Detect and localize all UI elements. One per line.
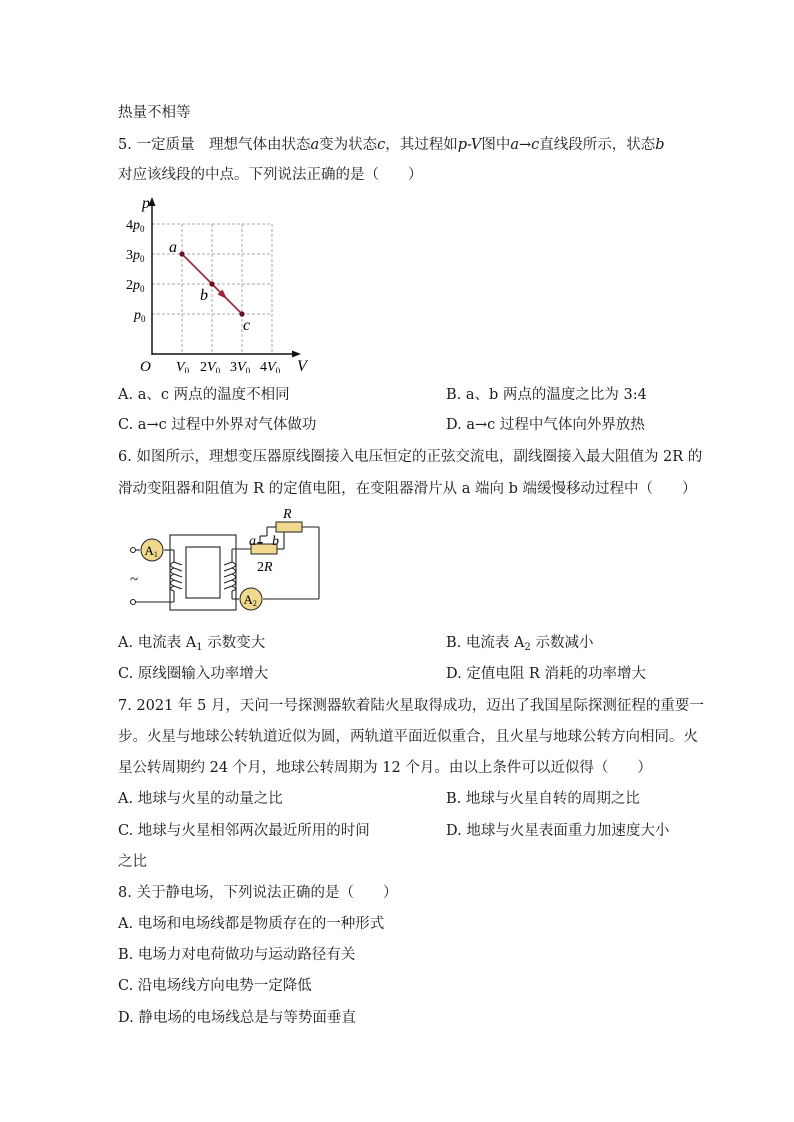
q5-number: 5.	[118, 137, 132, 153]
point-c-marker	[239, 311, 244, 316]
resistor-r-label: R	[283, 507, 292, 522]
q5-stem-line1	[118, 135, 665, 155]
q6-option-d[interactable]: D. 定值电阻 R 消耗的功率增大	[446, 666, 646, 682]
q7-option-a[interactable]: A. 地球与火星的动量之比	[118, 791, 283, 807]
q8-option-d[interactable]: D. 静电场的电场线总是与等势面垂直	[118, 1010, 356, 1026]
primary-coil-icon	[171, 562, 175, 591]
q8-option-b[interactable]: B. 电场力对电荷做功与运动路径有关	[118, 947, 356, 963]
q6-option-c[interactable]: C. 原线圈输入功率增大	[118, 666, 269, 682]
input-terminal-bottom	[131, 600, 136, 605]
point-a-label: a	[169, 239, 177, 256]
q5-var-b: b	[655, 137, 665, 153]
y-tick-4p0: $4p_0$	[126, 218, 145, 234]
q5-option-d[interactable]: D. a→c 过程中气体向外界放热	[446, 417, 645, 433]
p-axis-label: p	[142, 195, 150, 212]
transformer-core-outer	[170, 535, 236, 610]
q5-stem-part: 直线段所示，状态	[539, 137, 656, 153]
x-tick-v0: $V_0$	[176, 360, 190, 373]
point-c-label: c	[243, 317, 251, 334]
q6-stem-line1: 6. 如图所示，理想变压器原线圈接入电压恒定的正弦交流电，副线圈接入最大阻值为 2R 的	[118, 449, 703, 465]
q7-stem-line3: 星公转周期约 24 个月，地球公转周期为 12 个月。由以上条件可以近似得（ ）	[118, 760, 652, 776]
rheostat-end-b-label: b	[272, 534, 279, 549]
q7-option-b[interactable]: B. 地球与火星自转的周期之比	[446, 791, 640, 807]
origin-label: O	[140, 359, 151, 373]
q5-option-b[interactable]: B. a、b 两点的温度之比为 3:4	[446, 387, 647, 403]
transformer-core-inner	[186, 547, 220, 598]
point-b-marker	[209, 281, 214, 286]
q7-option-c[interactable]: C. 地球与火星相邻两次最近所用的时间	[118, 823, 370, 839]
rheostat-2r-label: 2R	[257, 560, 273, 575]
ac-source-symbol: ~	[130, 572, 139, 588]
secondary-coil-icon	[232, 562, 236, 591]
v-axis-label: V	[297, 358, 307, 373]
q5-stem-line2: 对应该线段的中点。下列说法正确的是（ ）	[118, 167, 423, 183]
x-tick-2v0: $2V_0$	[200, 360, 221, 373]
input-terminal-top	[131, 548, 136, 553]
ammeter-a2-label: A2	[243, 592, 257, 608]
fixed-resistor-r	[276, 522, 302, 532]
point-b-label: b	[200, 287, 208, 304]
q5-stem-part: ，其过程如	[385, 137, 458, 153]
q6-stem-line2: 滑动变阻器和阻值为 R 的定值电阻，在变阻器滑片从 a 端向 b 端缓慢移动过程中（ ）	[118, 481, 697, 497]
q5-var-ac: a→c	[510, 137, 540, 153]
q7-stem-line2: 步。火星与地球公转轨道近似为圆，两轨道平面近似重合，且火星与地球公转方向相同。火	[118, 729, 698, 745]
q5-option-c[interactable]: C. a→c 过程中外界对气体做功	[118, 417, 317, 433]
q6-option-a[interactable]: A. 电流表 $A_1$ 示数变大	[118, 635, 266, 653]
x-tick-3v0: $3V_0$	[230, 360, 251, 373]
q6-option-b[interactable]: B. 电流表 $A_2$ 示数减小	[446, 635, 594, 653]
v-axis-arrow-icon	[292, 351, 301, 358]
q5-var-c: c	[377, 137, 386, 153]
q7-option-d[interactable]: D. 地球与火星表面重力加速度大小	[446, 823, 670, 839]
q7-stem-line1: 7. 2021 年 5 月，天问一号探测器软着陆火星取得成功，迈出了我国星际探测征程的重要一	[118, 698, 704, 714]
q5-stem-part: 一定质量 理想气体由状态	[136, 137, 311, 153]
y-tick-2p0: $2p_0$	[126, 278, 145, 294]
q8-option-a[interactable]: A. 电场和电场线都是物质存在的一种形式	[118, 916, 385, 932]
q5-var-a: a	[310, 137, 320, 153]
q7-option-d-continued: 之比	[118, 854, 147, 870]
x-tick-4v0: $4V_0$	[260, 360, 281, 373]
transformer-circuit	[126, 505, 331, 617]
q5-option-a[interactable]: A. a、c 两点的温度不相同	[118, 387, 290, 403]
q4-tail-text: 热量不相等	[118, 105, 191, 121]
pv-diagram	[120, 193, 320, 373]
q8-option-c[interactable]: C. 沿电场线方向电势一定降低	[118, 978, 312, 994]
point-a-marker	[179, 251, 184, 256]
ammeter-a1-label: A1	[144, 543, 158, 559]
y-tick-3p0: $3p_0$	[126, 248, 145, 264]
q5-stem-part: 图中	[481, 137, 511, 153]
q5-var-pv: p-V	[457, 137, 482, 153]
rheostat-end-a-label: a	[249, 534, 256, 549]
q8-stem: 8. 关于静电场，下列说法正确的是（ ）	[118, 885, 398, 901]
y-tick-p0: $p_0$	[134, 308, 146, 324]
q5-stem-part: 变为状态	[319, 137, 378, 153]
